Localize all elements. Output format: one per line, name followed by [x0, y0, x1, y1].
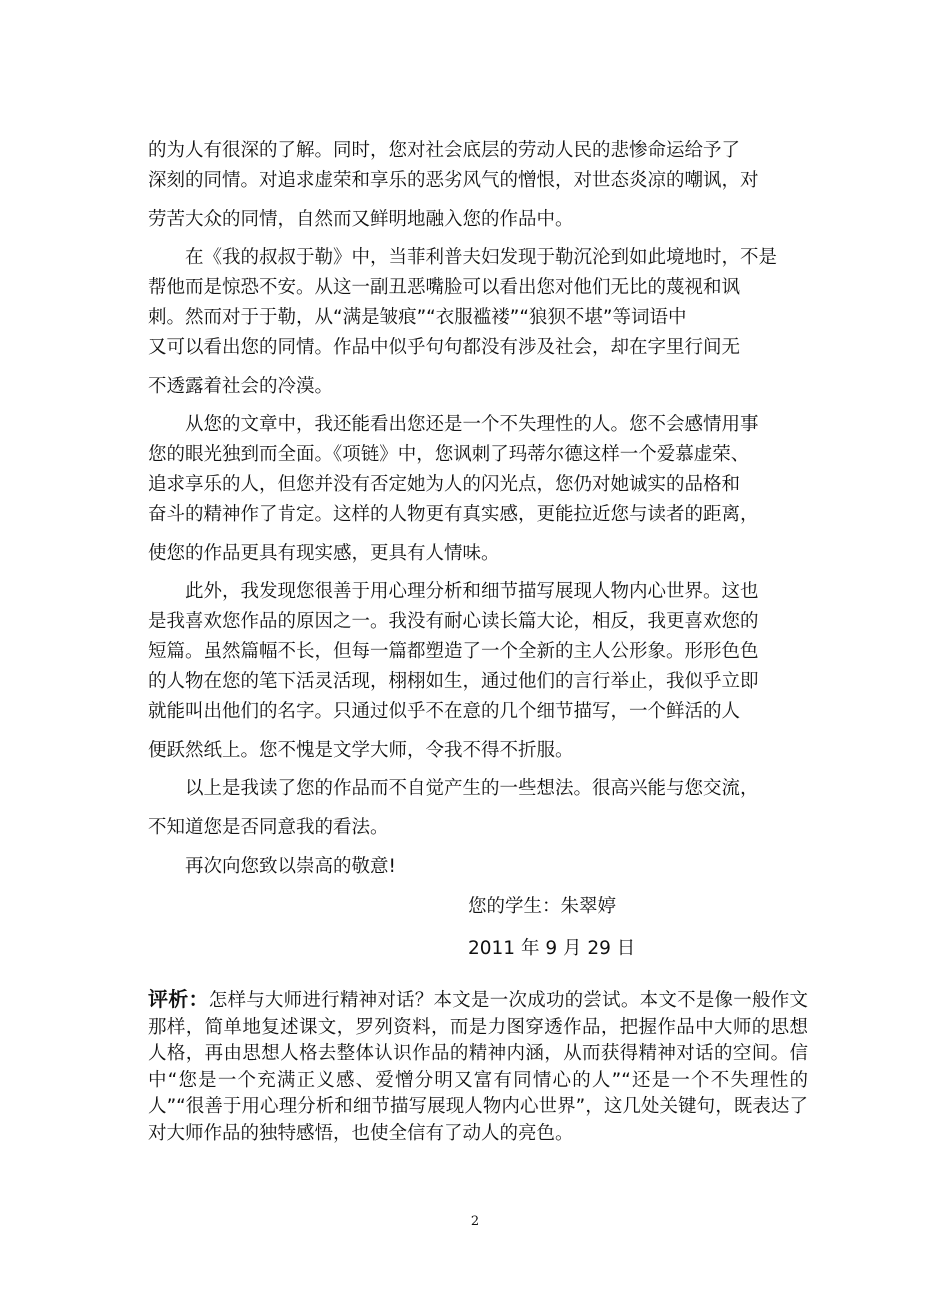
- text-line: 就能叫出他们的名字。只通过似乎不在意的几个细节描写，一个鲜活的人: [148, 701, 741, 722]
- text-line: 您的眼光独到而全面。《项链》中，您讽刺了玛蒂尔德这样一个爱慕虚荣、: [148, 444, 750, 465]
- text-line: 以上是我读了您的作品而不自觉产生的一些想法。很高兴能与您交流，: [185, 778, 759, 799]
- text-line: 的为人有很深的了解。同时，您对社会底层的劳动人民的悲惨命运给予了: [148, 140, 741, 161]
- paragraph-3: [148, 410, 808, 569]
- document-page: [148, 128, 808, 1147]
- letter-date: 2011 年 9 月 29 日: [468, 938, 636, 959]
- text-line: 不知道您是否同意我的看法。: [148, 817, 389, 838]
- text-line: 奋斗的精神作了肯定。这样的人物更有真实感，更能拉近您与读者的距离，: [148, 504, 759, 525]
- text-line: 的人物在您的笔下活灵活现，栩栩如生，通过他们的言行举止，我似乎立即: [148, 671, 759, 692]
- text-line: 从您的文章中，我还能看出您还是一个不失理性的人。您不会感情用事: [185, 414, 759, 435]
- review-text: 怎样与大师进行精神对话？本文是一次成功的尝试。本文不是像一般作文那样，简单地复述课文，罗列资料，而是力图穿透作品，把握作品中大师的思想人格，再由思想人格去整体认识作品的精神内涵，从而获得精神对话的空间。信中“您是一个充满正义感、爱憎分明又富有同情心的人”“还是一个不失理性的人”“很善于用心理分析和细节描写展现人物内心世界”，这几处关键句，既表达了对大师作品的独特感悟，也使全信有了动人的亮色。: [148, 990, 809, 1144]
- review-label: 评析：: [148, 987, 209, 1011]
- text-line: 劳苦大众的同情，自然而又鲜明地融入您的作品中。: [148, 209, 574, 230]
- text-line: 此外，我发现您很善于用心理分析和细节描写展现人物内心世界。这也: [185, 581, 759, 602]
- text-line: 刺。然而对于于勒，从“满是皱痕”“衣服褴褛”“狼狈不堪”等词语中: [148, 307, 687, 328]
- closing-salutation: 再次向您致以崇高的敬意!: [185, 856, 396, 877]
- text-line: 深刻的同情。对追求虚荣和享乐的恶劣风气的憎恨，对世态炎凉的嘲讽，对: [148, 170, 759, 191]
- page-number: 2: [470, 1214, 480, 1229]
- text-line: 追求享乐的人，但您并没有否定她为人的闪光点，您仍对她诚实的品格和: [148, 474, 741, 495]
- text-line: 帮他而是惊恐不安。从这一副丑恶嘴脸可以看出您对他们无比的蔑视和讽: [148, 277, 741, 298]
- text-line: 短篇。虽然篇幅不长，但每一篇都塑造了一个全新的主人公形象。形形色色: [148, 641, 759, 662]
- signature: 您的学生：朱翠婷: [468, 896, 617, 917]
- text-line: 使您的作品更具有现实感，更具有人情味。: [148, 543, 500, 564]
- text-line: 是我喜欢您作品的原因之一。我没有耐心读长篇大论，相反，我更喜欢您的: [148, 611, 759, 632]
- paragraph-5: [148, 774, 808, 843]
- text-line: 便跃然纸上。您不愧是文学大师，令我不得不折服。: [148, 740, 574, 761]
- paragraph-2: [148, 243, 808, 402]
- review-section: [148, 986, 808, 1147]
- text-line: 在《我的叔叔于勒》中，当菲利普夫妇发现于勒沉沦到如此境地时，不是: [185, 247, 778, 268]
- paragraph-1: [148, 136, 808, 235]
- paragraph-4: [148, 577, 808, 766]
- text-line: 又可以看出您的同情。作品中似乎句句都没有涉及社会，却在字里行间无: [148, 337, 741, 358]
- text-line: 不透露着社会的冷漠。: [148, 376, 334, 397]
